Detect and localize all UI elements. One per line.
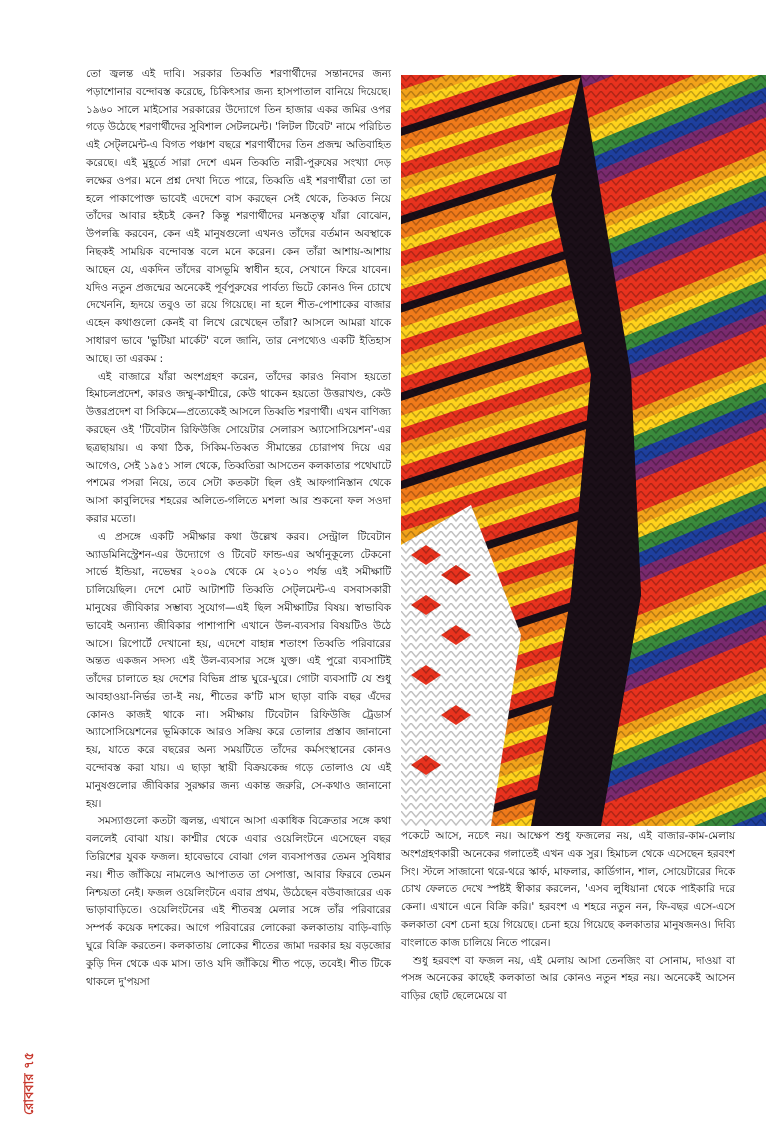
knitted-woollen-garments-icon (401, 75, 766, 826)
paragraph: তো জ্বলন্ত এই দাবি। সরকার তিব্বতি শরণার্থীদের সন্তানদের জন্য পড়াশোনার বন্দোবস্ত করেছে, চিকিৎসার জন্য হাসপাতাল বানিয়ে দিয়েছে। ১৯৬০ সালে মাইসোর সরকারের উদ্যোগে তিন হাজার একর জমির ওপর গড়ে উঠেছে শরণার্থীদের সুবিশাল সেটলমেন্ট। 'লিটল টিবেট' নামে পরিচিত এই সেট্‌লমেন্ট-এ বিগত পঞ্চাশ বছরে শরণার্থীদের তিন প্রজন্ম অতিবাহিত করেছে। এই মুহূর্তে সারা দেশে এমন তিব্বতি নারী-পুরুষের সংখ্যা দেড় লক্ষের ওপর। মনে প্রশ্ন দেখা দিতে পারে, তিব্বতি এই শরণার্থীরা তো তা হলে পাকাপোক্ত ভাবেই এদেশে বাস করছেন সেই থেকে, তিব্বত নিয়ে তাঁদের আবার হইচই কেন? কিন্তু শরণার্থীদের মনস্তত্ত্ব যাঁরা বোঝেন, উপলব্ধি করবেন, কেন এই মানুষগুলো এখনও তাঁদের বর্তমান অবস্থাকে নিছকই সাময়িক বন্দোবস্ত বলে মনে করেন। কেন তাঁরা আশায়-আশায় আছেন যে, একদিন তাঁদের বাসভূমি স্বাধীন হবে, সেখানে ফিরে যাবেন। যদিও নতুন প্রজন্মের অনেকেই পূর্বপুরুষের পার্বত্য ভিটে কোনও দিন চোখে দেখেননি, হৃদয়ে তবুও তা রয়ে গিয়েছে। না হলে শীত-পোশাকের বাজার এহেন কথাগুলো কেনই বা লিখে রেখেছেন তাঁরা? আসলে আমরা যাকে সাধারণ ভাবে 'ভুটিয়া মার্কেট' বলে জানি, তার নেপথ্যেও একটি ইতিহাস আছে। তা এরকম : (86, 68, 391, 365)
paragraph: এই বাজারে যাঁরা অংশগ্রহণ করেন, তাঁদের কারও নিবাস হয়তো হিমাচলপ্রদেশ, কারও জম্মু-কাশ্মীরে, কেউ থাকেন হয়তো উত্তরাখণ্ড, কেউ উত্তরপ্রদেশ বা সিকিমে—প্রত্যেকেই আসলে তিব্বতি শরণার্থী। এখন বাণিজ্য করছেন ওই 'টিবেটান রিফিউজি সোয়েটার সেলারস অ্যাসোসিয়েশন'-এর ছত্রছায়ায়। এ কথা ঠিক, সিকিম-তিব্বত সীমান্তের চোরাপথ দিয়ে এর আগেও, সেই ১৯৫১ সাল থেকে, তিব্বতিরা আসতেন কলকাতার পথেঘাটে পশমের পসরা নিয়ে, তবে সেটা কতকটা ছিল ওই আফগানিস্তান থেকে আসা কাবুলিদের শহরের অলিতে-গলিতে মশলা আর শুকনো ফল সওদা করার মতো। (86, 370, 391, 525)
paragraph: সমস্যাগুলো কতটা জ্বলন্ত, এখানে আসা একাধিক বিক্রেতার সঙ্গে কথা বললেই বোঝা যায়। কাশ্মীর থেকে এবার ওয়েলিংটনে এসেছেন বছর তিরিশের যুবক ফজল। হাবেভাবে বোঝা গেল ব্যবসাপত্তর তেমন সুবিধার নয়। শীত জাঁকিয়ে নামলেও আপাতত তা সেপাত্তা, আবার ফিরবে তেমন নিশ্চয়তা নেই। ফজল ওয়েলিংটনে এবার প্রথম, উঠেছেন বউবাজারের এক ভাড়াবাড়িতে। ওয়েলিংটনের এই শীতবস্ত্র মেলার সঙ্গে তাঁর পরিবারের সম্পর্ক কয়েক দশকের। আগে পরিবারের লোকেরা কলকাতায় বাড়ি-বাড়ি ঘুরে বিক্রি করতেন। কলকাতায় লোকের শীতের জামা দরকার হয় বড়জোর কুড়ি দিন থেকে এক মাস। তাও যদি জাঁকিয়ে শীত পড়ে, তবেই। শীত টিকে থাকলে দু'পয়সা (86, 815, 391, 988)
knitwear-photo (401, 75, 766, 826)
right-column (401, 828, 735, 1006)
left-column (86, 66, 391, 991)
paragraph: পকেটে আসে, নচেৎ নয়। আক্ষেপ শুধু ফজলের নয়, এই বাজার-কাম-মেলায় অংশগ্রহণকারী অনেকের গলাতেই এখন এক সুর। হিমাচল থেকে এসেছেন হরবংশ সিং। স্টলে সাজানো থরে-থরে স্কার্ফ, মাফলার, কার্ডিগান, শাল, সোয়েটারের দিকে চোখ ফেলতে দেখে স্পষ্টই স্বীকার করলেন, 'এসব লুধিয়ানা থেকে পাইকারি দরে কেনা। এখানে এনে বিক্রি করি।' হরবংশ এ শহরে নতুন নন, ফি-বছর এসে-এসে কলকাতা বেশ চেনা হয়ে গিয়েছে। চেনা হয়ে গিয়েছে কলকাতার মানুষজনও। দিব্যি বাংলাতে কাজ চালিয়ে নিতে পারেন। (401, 830, 735, 949)
page-folio (20, 1025, 40, 1115)
folio-text: রোববার ৭৫ (22, 1051, 37, 1115)
paragraph: এ প্রসঙ্গে একটি সমীক্ষার কথা উল্লেখ করব। সেন্ট্রাল টিবেটান অ্যাডমিনিস্ট্রেশন-এর উদ্যোগে ও টিবেট ফান্ড-এর অর্থানুকূল্যে টেকনো সার্ভে ইন্ডিয়া, নভেম্বর ২০০৯ থেকে মে ২০১০ পর্যন্ত এই সমীক্ষাটি চালিয়েছিল। দেশে মোট আটাশটি তিব্বতি সেট্‌লমেন্ট-এ বসবাসকারী মানুষের জীবিকার সম্ভাব্য সুযোগ—এই ছিল সমীক্ষাটির বিষয়। স্বাভাবিক ভাবেই অন্যান্য জীবিকার পাশাপাশি এখানে উল-ব্যবসার বিষয়টিও উঠে আসে। রিপোর্টে দেখানো হয়, এদেশে বাহান্ন শতাংশ তিব্বতি পরিবারের অন্তত একজন সদস্য এই উল-ব্যবসার সঙ্গে যুক্ত। এই পুরো ব্যবসাটিই তাঁদের চালাতে হয় দেশের বিভিন্ন প্রান্ত ঘুরে-ঘুরে। গোটা ব্যবসাটি যে শুধু আবহাওয়া-নির্ভর তা-ই নয়, শীতের ক'টি মাস ছাড়া বাকি বছর এঁদের কোনও কাজই থাকে না। সমীক্ষায় টিবেটান রিফিউজি ট্রেডার্স অ্যাসোসিয়েশনের ভূমিকাকে আরও সক্রিয় করে তোলার প্রস্তাব জানানো হয়, যাতে করে বছরের অন্য সময়টিতে তাঁদের কর্মসংস্থানের কোনও বন্দোবস্ত করা যায়। এ ছাড়া স্থায়ী বিক্রয়কেন্দ্র গড়ে তোলাও যে এই মানুষগুলোর জীবিকার সুরক্ষার জন্য একান্ত জরুরি, সে-কথাও জানানো হয়। (86, 530, 391, 810)
paragraph: শুধু হরবংশ বা ফজল নয়, এই মেলায় আসা তেনজিং বা সোনাম, দাওয়া বা পসঙ্গ অনেকের কাছেই কলকাতা আর কোনও নতুন শহর নয়। অনেকেই আসেন বাড়ির ছোট ছেলেমেয়ে বা (401, 954, 735, 1003)
